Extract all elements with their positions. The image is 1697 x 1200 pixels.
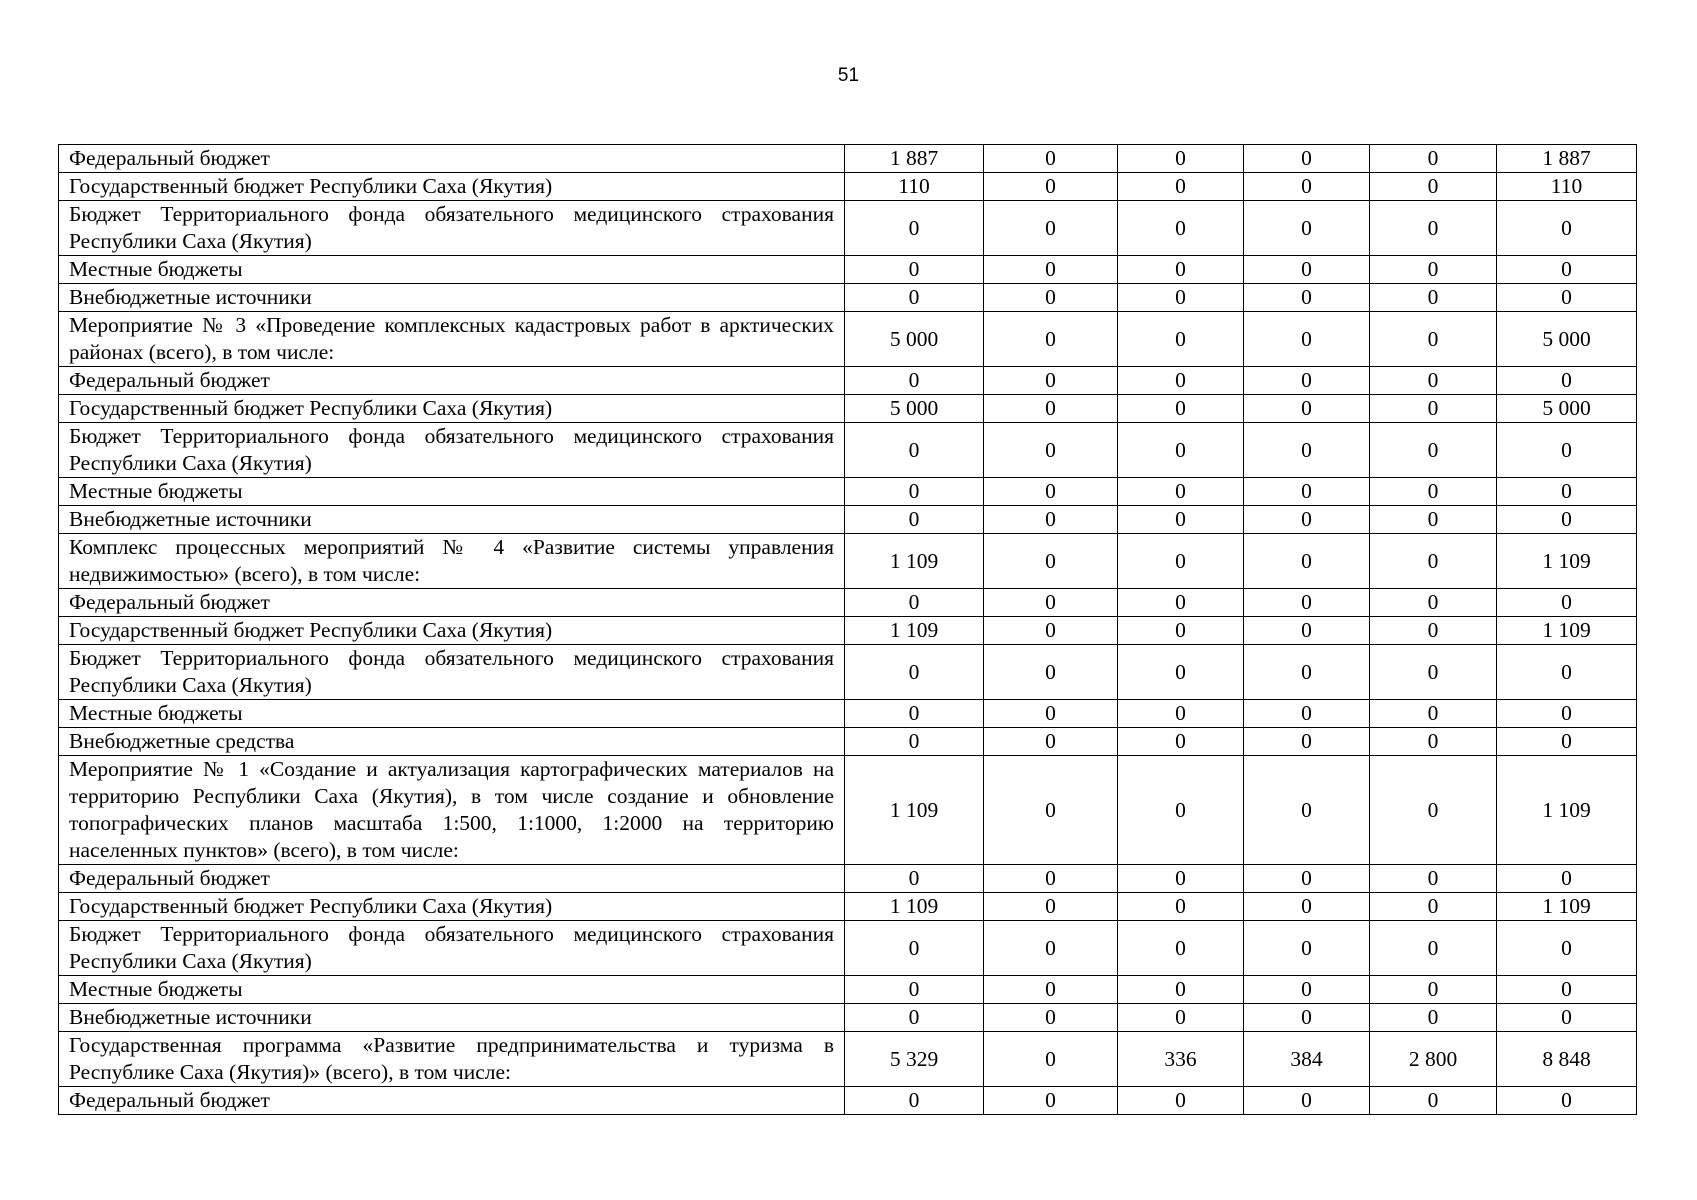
- budget-table: [58, 144, 1637, 1115]
- value-cell: 0: [1370, 312, 1497, 367]
- value-cell: 0: [984, 728, 1118, 756]
- value-cell: 0: [984, 284, 1118, 312]
- table-row: [59, 395, 1637, 423]
- value-cell: 0: [845, 976, 984, 1004]
- row-label: Комплекс процессных мероприятий № 4 «Развитие системы управления недвижимостью» (всего), в том числе:: [59, 534, 845, 589]
- value-cell: 0: [1497, 645, 1637, 700]
- value-cell: 0: [845, 256, 984, 284]
- value-cell: 0: [1370, 201, 1497, 256]
- row-label: Внебюджетные источники: [59, 506, 845, 534]
- value-cell: 0: [1244, 1004, 1370, 1032]
- value-cell: 0: [1118, 1087, 1244, 1115]
- value-cell: 1 887: [1497, 145, 1637, 173]
- table-row: [59, 478, 1637, 506]
- table-row: [59, 367, 1637, 395]
- value-cell: 0: [984, 1004, 1118, 1032]
- value-cell: 0: [845, 921, 984, 976]
- value-cell: 0: [984, 367, 1118, 395]
- table-row: [59, 865, 1637, 893]
- value-cell: 0: [1497, 256, 1637, 284]
- value-cell: 0: [1118, 645, 1244, 700]
- value-cell: 0: [984, 645, 1118, 700]
- value-cell: 0: [984, 201, 1118, 256]
- value-cell: 0: [1118, 865, 1244, 893]
- row-label: Бюджет Территориального фонда обязательного медицинского страхования Республики Саха (Якутия): [59, 645, 845, 700]
- value-cell: 0: [1370, 145, 1497, 173]
- row-label: Бюджет Территориального фонда обязательного медицинского страхования Республики Саха (Якутия): [59, 921, 845, 976]
- row-label: Местные бюджеты: [59, 478, 845, 506]
- row-label: Федеральный бюджет: [59, 865, 845, 893]
- value-cell: 1 109: [845, 893, 984, 921]
- value-cell: 110: [1497, 173, 1637, 201]
- value-cell: 0: [1370, 865, 1497, 893]
- value-cell: 0: [984, 893, 1118, 921]
- value-cell: 0: [1244, 728, 1370, 756]
- value-cell: 2 800: [1370, 1032, 1497, 1087]
- row-label: Бюджет Территориального фонда обязательного медицинского страхования Республики Саха (Якутия): [59, 423, 845, 478]
- value-cell: 0: [845, 423, 984, 478]
- value-cell: 0: [1370, 478, 1497, 506]
- value-cell: 0: [1497, 367, 1637, 395]
- value-cell: 0: [1497, 478, 1637, 506]
- value-cell: 0: [1118, 395, 1244, 423]
- value-cell: 0: [1118, 756, 1244, 865]
- table-row: [59, 312, 1637, 367]
- value-cell: 1 109: [845, 534, 984, 589]
- value-cell: 0: [845, 506, 984, 534]
- value-cell: 0: [1370, 173, 1497, 201]
- value-cell: 0: [1118, 173, 1244, 201]
- value-cell: 0: [1497, 1004, 1637, 1032]
- value-cell: 8 848: [1497, 1032, 1637, 1087]
- value-cell: 0: [1118, 589, 1244, 617]
- value-cell: 0: [1118, 423, 1244, 478]
- value-cell: 0: [1118, 478, 1244, 506]
- table-row: [59, 201, 1637, 256]
- value-cell: 0: [845, 201, 984, 256]
- value-cell: 0: [1370, 921, 1497, 976]
- value-cell: 0: [845, 645, 984, 700]
- value-cell: 1 109: [1497, 893, 1637, 921]
- table-row: [59, 173, 1637, 201]
- table-row: [59, 617, 1637, 645]
- value-cell: 0: [845, 728, 984, 756]
- value-cell: 0: [1244, 865, 1370, 893]
- row-label: Бюджет Территориального фонда обязательного медицинского страхования Республики Саха (Якутия): [59, 201, 845, 256]
- value-cell: 0: [1370, 367, 1497, 395]
- value-cell: 0: [1244, 589, 1370, 617]
- value-cell: 0: [1244, 173, 1370, 201]
- value-cell: 0: [1118, 700, 1244, 728]
- value-cell: 0: [1118, 367, 1244, 395]
- value-cell: 0: [1244, 617, 1370, 645]
- value-cell: 0: [1497, 201, 1637, 256]
- value-cell: 0: [1370, 976, 1497, 1004]
- value-cell: 336: [1118, 1032, 1244, 1087]
- value-cell: 0: [1497, 284, 1637, 312]
- value-cell: 0: [1244, 756, 1370, 865]
- row-label: Государственный бюджет Республики Саха (Якутия): [59, 395, 845, 423]
- value-cell: 0: [1370, 1087, 1497, 1115]
- value-cell: 0: [1118, 534, 1244, 589]
- value-cell: 0: [984, 312, 1118, 367]
- value-cell: 384: [1244, 1032, 1370, 1087]
- value-cell: 0: [1118, 312, 1244, 367]
- value-cell: 0: [1244, 256, 1370, 284]
- row-label: Государственный бюджет Республики Саха (Якутия): [59, 173, 845, 201]
- value-cell: 0: [1244, 284, 1370, 312]
- table-row: [59, 1087, 1637, 1115]
- row-label: Государственный бюджет Республики Саха (Якутия): [59, 893, 845, 921]
- value-cell: 0: [984, 865, 1118, 893]
- value-cell: 0: [1370, 893, 1497, 921]
- value-cell: 0: [845, 865, 984, 893]
- value-cell: 0: [1244, 145, 1370, 173]
- value-cell: 0: [845, 700, 984, 728]
- table-row: [59, 534, 1637, 589]
- row-label: Внебюджетные средства: [59, 728, 845, 756]
- value-cell: 0: [1118, 284, 1244, 312]
- value-cell: 0: [845, 589, 984, 617]
- value-cell: 0: [1244, 201, 1370, 256]
- value-cell: 0: [1370, 617, 1497, 645]
- value-cell: 0: [1497, 728, 1637, 756]
- value-cell: 0: [1370, 423, 1497, 478]
- value-cell: 0: [1118, 921, 1244, 976]
- table-row: [59, 589, 1637, 617]
- value-cell: 0: [1497, 589, 1637, 617]
- value-cell: 0: [1370, 506, 1497, 534]
- row-label: Мероприятие № 3 «Проведение комплексных кадастровых работ в арктических районах (всего), в том числе:: [59, 312, 845, 367]
- value-cell: 0: [1370, 645, 1497, 700]
- table-row: [59, 700, 1637, 728]
- value-cell: 0: [984, 145, 1118, 173]
- table-row: [59, 645, 1637, 700]
- value-cell: 0: [1118, 976, 1244, 1004]
- table-row: [59, 1032, 1637, 1087]
- value-cell: 0: [1370, 1004, 1497, 1032]
- value-cell: 0: [1244, 700, 1370, 728]
- value-cell: 0: [1244, 976, 1370, 1004]
- value-cell: 0: [1370, 256, 1497, 284]
- value-cell: 1 109: [1497, 534, 1637, 589]
- value-cell: 0: [1118, 728, 1244, 756]
- row-label: Местные бюджеты: [59, 976, 845, 1004]
- value-cell: 0: [1244, 534, 1370, 589]
- value-cell: 0: [1244, 506, 1370, 534]
- value-cell: 0: [1118, 893, 1244, 921]
- value-cell: 0: [984, 423, 1118, 478]
- value-cell: 0: [984, 700, 1118, 728]
- value-cell: 0: [1370, 589, 1497, 617]
- table-row: [59, 756, 1637, 865]
- value-cell: 5 329: [845, 1032, 984, 1087]
- value-cell: 0: [1244, 921, 1370, 976]
- page-number: 51: [837, 65, 860, 86]
- value-cell: 0: [845, 1087, 984, 1115]
- value-cell: 5 000: [1497, 395, 1637, 423]
- value-cell: 0: [845, 284, 984, 312]
- table-row: [59, 506, 1637, 534]
- value-cell: 0: [984, 1032, 1118, 1087]
- row-label: Государственная программа «Развитие предпринимательства и туризма в Республике Саха (Якутия)» (всего), в том числе:: [59, 1032, 845, 1087]
- row-label: Федеральный бюджет: [59, 145, 845, 173]
- row-label: Местные бюджеты: [59, 700, 845, 728]
- value-cell: 0: [984, 921, 1118, 976]
- value-cell: 0: [1497, 976, 1637, 1004]
- value-cell: 0: [984, 756, 1118, 865]
- row-label: Федеральный бюджет: [59, 589, 845, 617]
- value-cell: 0: [1497, 921, 1637, 976]
- value-cell: 0: [1244, 312, 1370, 367]
- table-row: [59, 1004, 1637, 1032]
- row-label: Внебюджетные источники: [59, 284, 845, 312]
- table-row: [59, 921, 1637, 976]
- row-label: Мероприятие № 1 «Создание и актуализация картографических материалов на территорию Республики Саха (Якутия), в том числе создание и обновление топографических планов масштаба 1:500, 1:1000, 1:2000 на территорию населенных пунктов» (всего), в том числе:: [59, 756, 845, 865]
- value-cell: 1 109: [845, 617, 984, 645]
- value-cell: 0: [984, 589, 1118, 617]
- value-cell: 0: [1118, 145, 1244, 173]
- value-cell: 5 000: [845, 312, 984, 367]
- value-cell: 0: [1370, 284, 1497, 312]
- value-cell: 0: [1244, 423, 1370, 478]
- value-cell: 0: [1244, 478, 1370, 506]
- value-cell: 0: [1497, 865, 1637, 893]
- value-cell: 0: [1497, 506, 1637, 534]
- row-label: Федеральный бюджет: [59, 1087, 845, 1115]
- value-cell: 0: [984, 256, 1118, 284]
- value-cell: 1 109: [1497, 617, 1637, 645]
- value-cell: 0: [1370, 534, 1497, 589]
- value-cell: 0: [984, 617, 1118, 645]
- value-cell: 0: [984, 1087, 1118, 1115]
- value-cell: 5 000: [845, 395, 984, 423]
- value-cell: 1 887: [845, 145, 984, 173]
- value-cell: 0: [1244, 395, 1370, 423]
- value-cell: 0: [1118, 256, 1244, 284]
- value-cell: 0: [1118, 201, 1244, 256]
- value-cell: 0: [1370, 700, 1497, 728]
- table-row: [59, 284, 1637, 312]
- value-cell: 0: [984, 506, 1118, 534]
- value-cell: 0: [1497, 700, 1637, 728]
- value-cell: 110: [845, 173, 984, 201]
- value-cell: 1 109: [1497, 756, 1637, 865]
- value-cell: 0: [984, 976, 1118, 1004]
- value-cell: 0: [984, 478, 1118, 506]
- value-cell: 0: [984, 395, 1118, 423]
- table-row: [59, 893, 1637, 921]
- value-cell: 0: [1244, 1087, 1370, 1115]
- value-cell: 1 109: [845, 756, 984, 865]
- row-label: Федеральный бюджет: [59, 367, 845, 395]
- value-cell: 0: [1497, 1087, 1637, 1115]
- value-cell: 0: [984, 173, 1118, 201]
- row-label: Местные бюджеты: [59, 256, 845, 284]
- value-cell: 0: [1244, 367, 1370, 395]
- value-cell: 0: [1118, 506, 1244, 534]
- row-label: Внебюджетные источники: [59, 1004, 845, 1032]
- budget-table-body: [59, 145, 1637, 1115]
- value-cell: 5 000: [1497, 312, 1637, 367]
- value-cell: 0: [1244, 645, 1370, 700]
- value-cell: 0: [845, 1004, 984, 1032]
- value-cell: 0: [1370, 756, 1497, 865]
- value-cell: 0: [1118, 1004, 1244, 1032]
- table-row: [59, 256, 1637, 284]
- value-cell: 0: [845, 478, 984, 506]
- table-row: [59, 145, 1637, 173]
- table-row: [59, 976, 1637, 1004]
- value-cell: 0: [984, 534, 1118, 589]
- value-cell: 0: [845, 367, 984, 395]
- value-cell: 0: [1370, 728, 1497, 756]
- table-row: [59, 423, 1637, 478]
- value-cell: 0: [1497, 423, 1637, 478]
- value-cell: 0: [1118, 617, 1244, 645]
- row-label: Государственный бюджет Республики Саха (Якутия): [59, 617, 845, 645]
- table-row: [59, 728, 1637, 756]
- value-cell: 0: [1244, 893, 1370, 921]
- value-cell: 0: [1370, 395, 1497, 423]
